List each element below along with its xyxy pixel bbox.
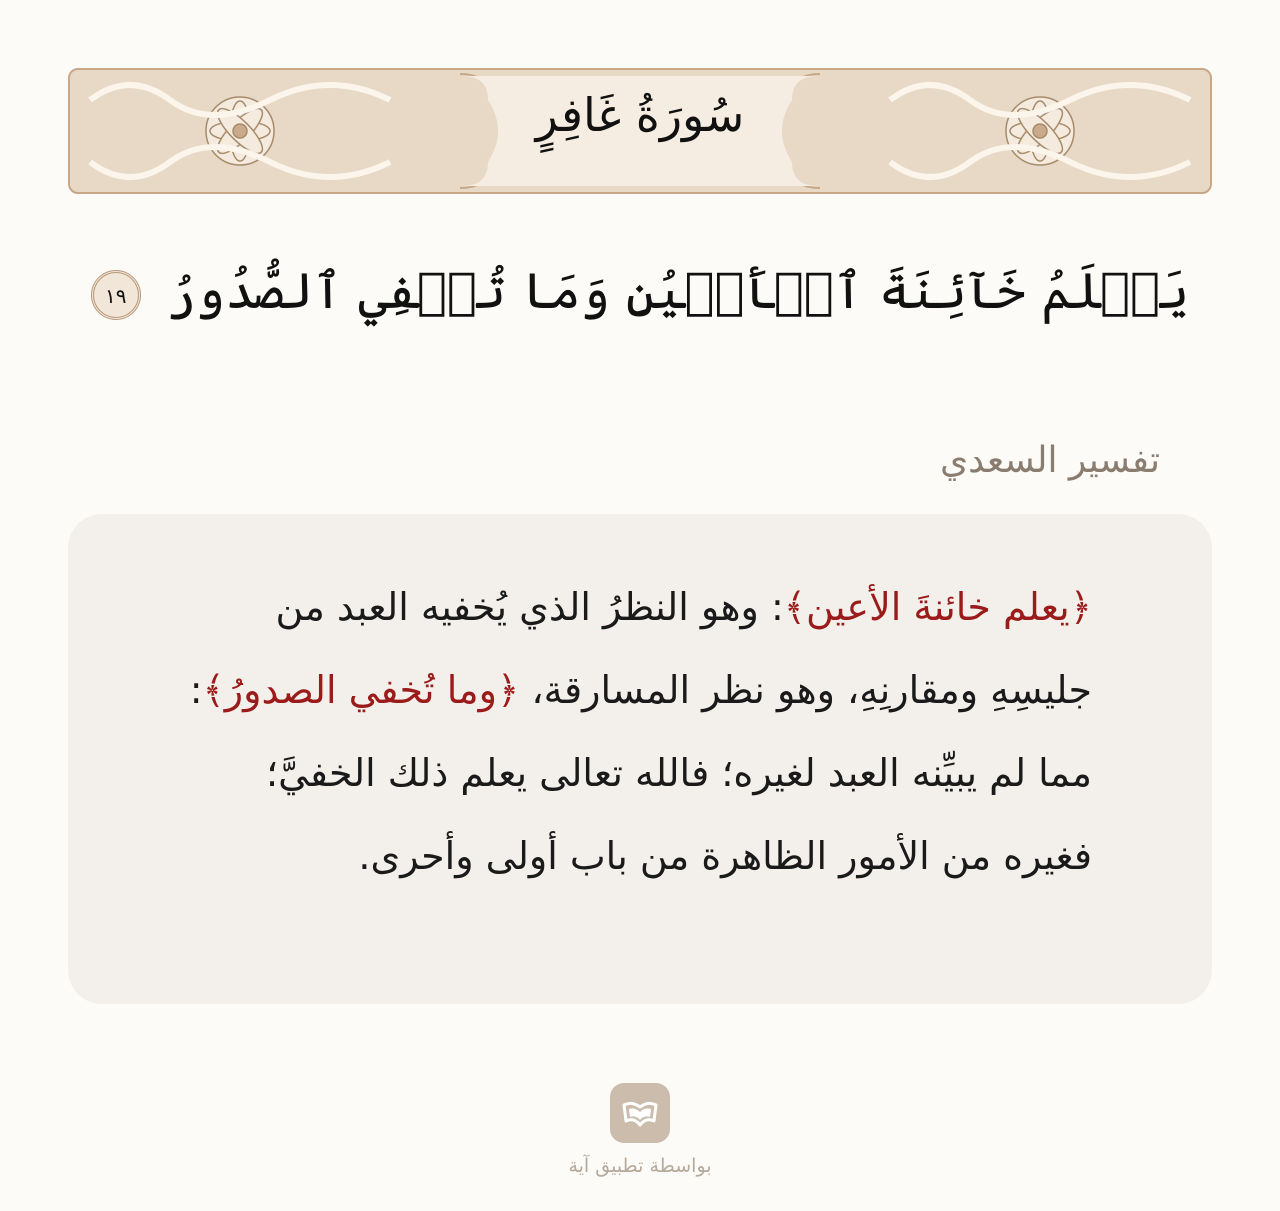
surah-banner — [68, 68, 1212, 194]
tafsir-segment: : وهو النظرُ الذي يُخفيه العبد من جليسِهِ ومقارنِهِ، وهو نظر المسارقة، — [275, 585, 1092, 712]
tafsir-segment: : مما لم يبيِّنه العبد لغيره؛ فالله تعالى يعلم ذلك الخفيَّ؛ فغيره من الأمور الظاهرة من باب أولى وأحرى. — [189, 668, 1092, 878]
surah-title: سُورَةُ غَافِرٍ — [535, 88, 745, 142]
tafsir-card — [68, 514, 1212, 1004]
tafsir-title: تفسير السعدي — [939, 440, 1160, 481]
footer-credit: بواسطة تطبيق آية — [568, 1155, 712, 1177]
tafsir-text — [168, 566, 1092, 898]
verse-text: يَعۡلَمُ خَآئِنَةَ ٱلۡأَعۡيُنِ وَمَا تُخۡفِي ٱلصُّدُورُ — [166, 262, 1190, 320]
quote-highlight: ﴿يعلم خائنةَ الأعين﴾ — [783, 585, 1092, 629]
ayah-number: ١٩ — [91, 270, 141, 320]
quote-highlight: ﴿وما تُخفي الصدورُ﴾ — [202, 668, 520, 712]
open-book-icon — [610, 1083, 670, 1143]
verse — [0, 262, 1280, 320]
